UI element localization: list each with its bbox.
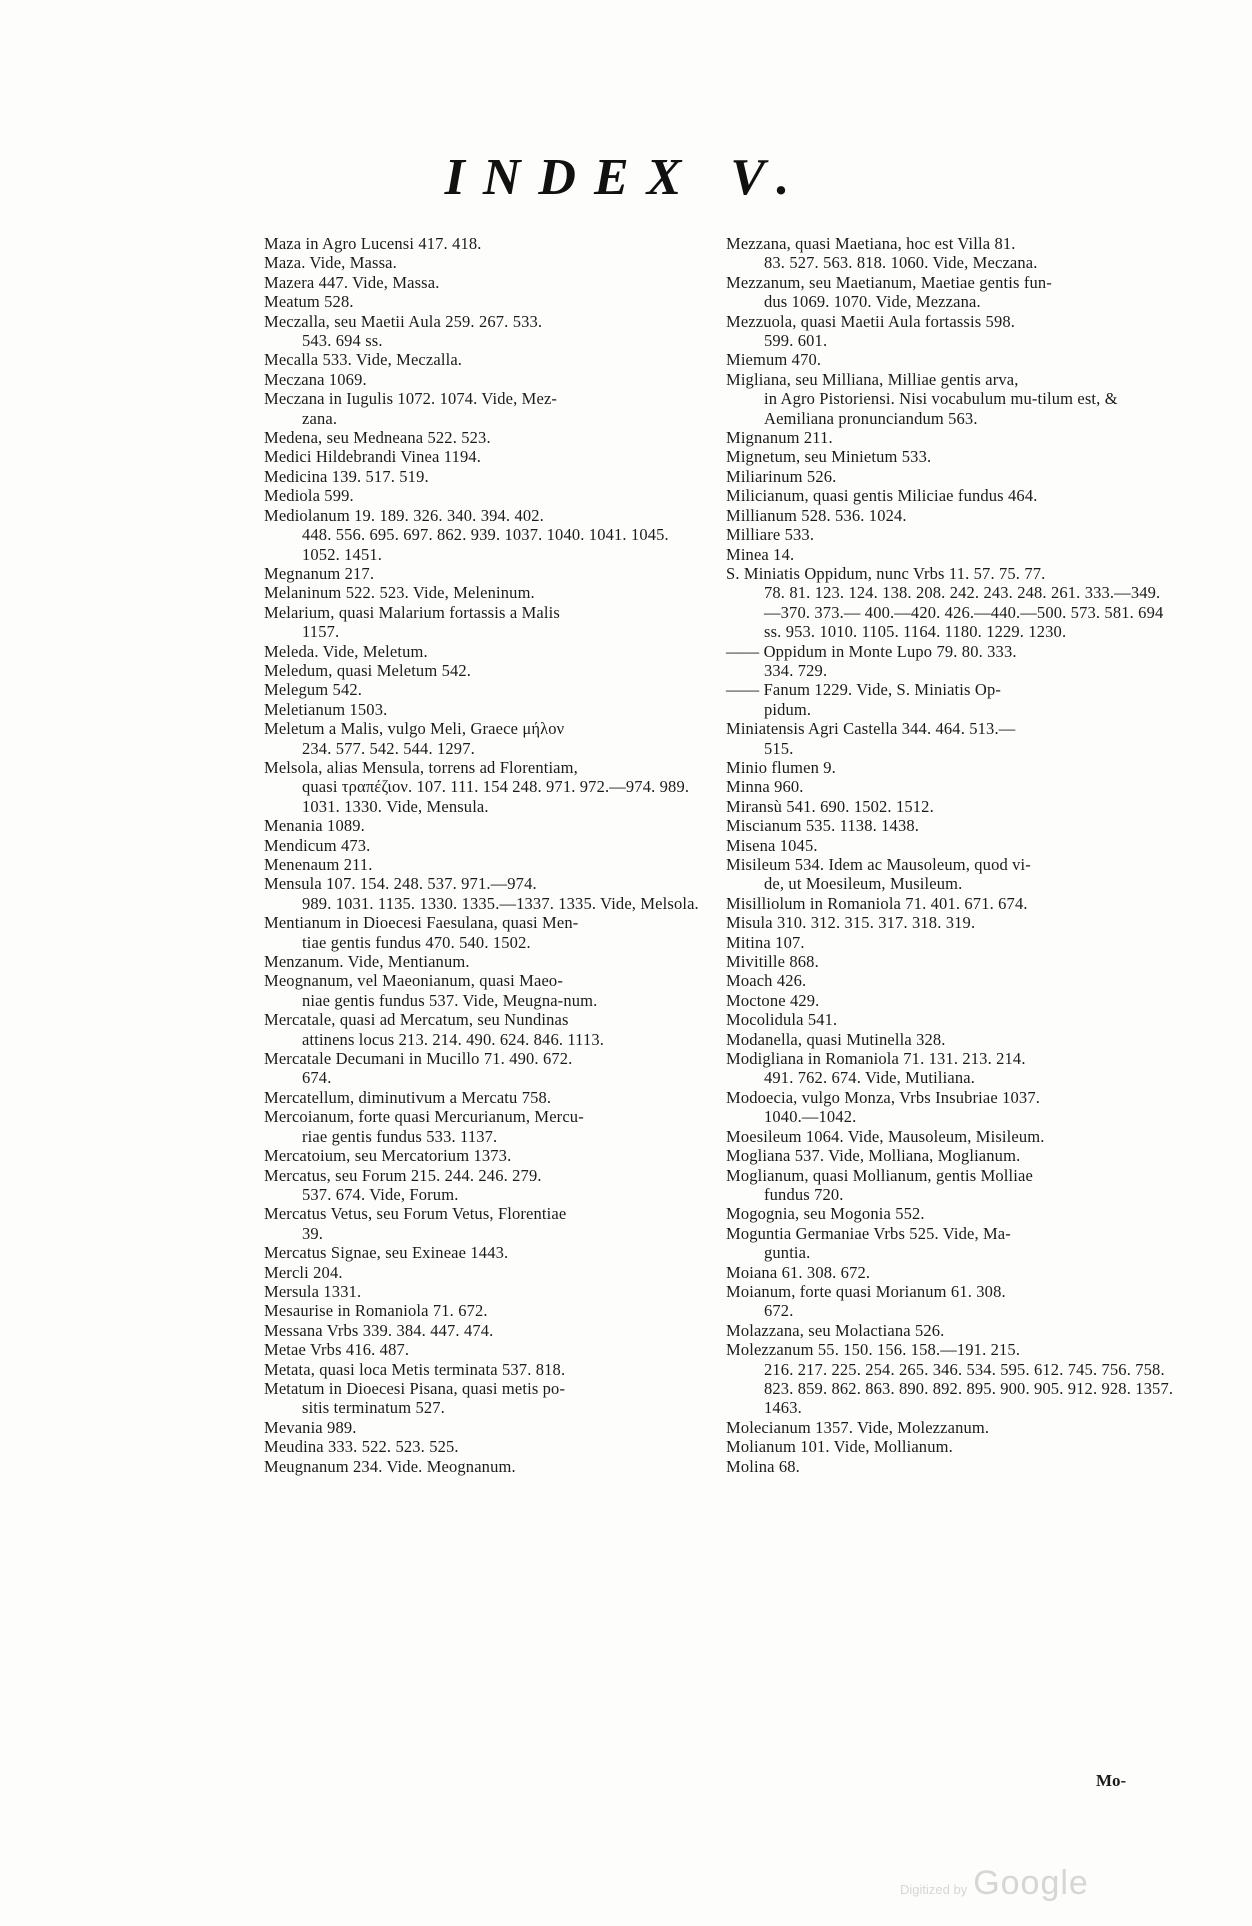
index-entry-headword: Mercoianum, forte quasi Mercurianum, Mercu- [264, 1107, 584, 1127]
digitized-by-watermark [900, 1864, 1089, 1903]
index-entry-headword: Molecianum 1357. Vide, Molezzanum. [726, 1417, 990, 1437]
index-entry [726, 1263, 1176, 1282]
index-entry [726, 1437, 1176, 1456]
index-entry-headword: Miniatensis Agri Castella 344. 464. 513.— [726, 719, 1016, 739]
index-entry [264, 234, 706, 253]
index-entry-headword: Moglianum, quasi Mollianum, gentis Molliae [726, 1165, 1033, 1185]
index-entry-continuation: 1157. [302, 622, 340, 642]
index-entry-continuation: 491. 762. 674. Vide, Mutiliana. [764, 1068, 975, 1088]
index-entry-continuation: in Agro Pistoriensi. Nisi vocabulum mu-tilum est, & Aemiliana pronunciandum 563. [764, 389, 1118, 428]
index-entry-headword: Mitina 107. [726, 932, 805, 952]
index-entry [264, 1204, 706, 1243]
index-entry [726, 1418, 1176, 1437]
index-entry-headword: Meleda. Vide, Meletum. [264, 641, 428, 661]
index-entry [264, 874, 706, 913]
index-entry-headword: Mezzanum, seu Maetianum, Maetiae gentis fun- [726, 272, 1052, 292]
index-entry-continuation: 234. 577. 542. 544. 1297. [302, 738, 475, 758]
index-column-right [726, 234, 1176, 1476]
index-entry [726, 428, 1176, 447]
index-entry [264, 1301, 706, 1320]
index-entry-headword: Minio flumen 9. [726, 757, 836, 777]
index-entry [726, 1166, 1176, 1205]
index-entry [264, 292, 706, 311]
index-entry [264, 836, 706, 855]
index-entry-headword: Moguntia Germaniae Vrbs 525. Vide, Ma- [726, 1223, 1011, 1243]
index-entry-headword: Menzanum. Vide, Mentianum. [264, 952, 470, 972]
index-entry [726, 797, 1176, 816]
index-entry-headword: Moiana 61. 308. 672. [726, 1262, 871, 1282]
index-entry [726, 816, 1176, 835]
index-entry-headword: Mignanum 211. [726, 428, 833, 448]
index-entry [264, 428, 706, 447]
index-entry-continuation: attinens locus 213. 214. 490. 624. 846. 1113. [302, 1029, 605, 1049]
index-entry [726, 350, 1176, 369]
index-entry [726, 1224, 1176, 1263]
index-entry-headword: Modigliana in Romaniola 71. 131. 213. 214. [726, 1049, 1026, 1069]
index-entry-continuation: zana. [302, 408, 338, 428]
index-entry-headword: Migliana, seu Milliana, Milliae gentis arva, [726, 369, 1019, 389]
index-entry-headword: Mignetum, seu Minietum 533. [726, 447, 932, 467]
index-entry [726, 777, 1176, 796]
index-entry-headword: —— Fanum 1229. Vide, S. Miniatis Op- [726, 680, 1001, 700]
index-entry-headword: Mercatale, quasi ad Mercatum, seu Nundinas [264, 1010, 569, 1030]
index-entry [726, 855, 1176, 894]
index-entry [264, 486, 706, 505]
index-entry-headword: Miscianum 535. 1138. 1438. [726, 816, 920, 836]
index-entry [264, 1243, 706, 1262]
index-entry [726, 1088, 1176, 1127]
index-entry [726, 680, 1176, 719]
index-entry-headword: Mercatellum, diminutivum a Mercatu 758. [264, 1087, 552, 1107]
index-entry-headword: Meletianum 1503. [264, 699, 388, 719]
index-entry [264, 1418, 706, 1437]
index-entry-continuation: tiae gentis fundus 470. 540. 1502. [302, 932, 531, 952]
index-entry-headword: Mesaurise in Romaniola 71. 672. [264, 1301, 488, 1321]
index-entry [264, 350, 706, 369]
index-entry-continuation: 334. 729. [764, 660, 828, 680]
index-entry-headword: Maza. Vide, Massa. [264, 253, 397, 273]
watermark-brand: Google [973, 1864, 1089, 1902]
index-entry [726, 447, 1176, 466]
index-entry [264, 1088, 706, 1107]
index-entry [264, 1263, 706, 1282]
index-entry [264, 389, 706, 428]
catchword: Mo- [1096, 1771, 1127, 1790]
index-entry-headword: Meudina 333. 522. 523. 525. [264, 1437, 459, 1457]
index-entry-continuation: 989. 1031. 1135. 1330. 1335.—1337. 1335. Vide, Melsola. [302, 893, 699, 913]
index-entry [726, 933, 1176, 952]
watermark-prefix: Digitized by [900, 1882, 968, 1897]
index-entry-headword: Molianum 101. Vide, Mollianum. [726, 1437, 953, 1457]
index-entry [726, 564, 1176, 642]
index-entry [264, 758, 706, 816]
index-entry-continuation: 1040.—1042. [764, 1107, 857, 1127]
index-entry [264, 1437, 706, 1456]
index-entry [264, 1379, 706, 1418]
index-entry-headword: Mediola 599. [264, 486, 354, 506]
index-entry-headword: Mercatus Signae, seu Exineae 1443. [264, 1243, 509, 1263]
index-entry [264, 661, 706, 680]
index-entry-continuation: 216. 217. 225. 254. 265. 346. 534. 595. 612. 745. 756. 758. 823. 859. 862. 863. 890. 892. 895. 900. 905. 912. 928. 1357. 1463. [764, 1359, 1174, 1418]
index-entry-continuation: 537. 674. Vide, Forum. [302, 1184, 459, 1204]
index-entry-headword: Milliare 533. [726, 525, 815, 545]
index-entry-headword: Meugnanum 234. Vide. Meognanum. [264, 1456, 516, 1476]
index-entry-headword: Molezzanum 55. 150. 156. 158.—191. 215. [726, 1340, 1021, 1360]
index-entry-headword: Medena, seu Medneana 522. 523. [264, 428, 491, 448]
index-entry-continuation: guntia. [764, 1243, 811, 1263]
index-entry-headword: Meledum, quasi Meletum 542. [264, 660, 472, 680]
index-entry-continuation: 672. [764, 1301, 794, 1321]
index-entry-headword: Mediolanum 19. 189. 326. 340. 394. 402. [264, 505, 544, 525]
index-entry-headword: Metata, quasi loca Metis terminata 537. 818. [264, 1359, 566, 1379]
index-entry-continuation: 543. 694 ss. [302, 331, 383, 351]
index-entry-headword: Mogognia, seu Mogonia 552. [726, 1204, 925, 1224]
index-entry-headword: Misileum 534. Idem ac Mausoleum, quod vi- [726, 855, 1031, 874]
index-entry [264, 370, 706, 389]
index-entry-headword: Mevania 989. [264, 1417, 357, 1437]
index-entry-continuation: niae gentis fundus 537. Vide, Meugna-num. [302, 990, 598, 1010]
index-entry-headword: Mezzuola, quasi Maetii Aula fortassis 598. [726, 311, 1016, 331]
index-entry [264, 273, 706, 292]
index-entry [726, 913, 1176, 932]
index-entry [264, 467, 706, 486]
index-entry [264, 1146, 706, 1165]
index-entry [264, 312, 706, 351]
index-entry-headword: Metatum in Dioecesi Pisana, quasi metis po- [264, 1378, 566, 1398]
index-entry-continuation: 78. 81. 123. 124. 138. 208. 242. 243. 248. 261. 333.—349.—370. 373.— 400.—420. 426.—440.—500. 573. 581. 694 ss. 953. 1010. 1105. 1164. 1180. 1229. 1230. [764, 583, 1164, 642]
index-entry-headword: Meognanum, vel Maeonianum, quasi Maeo- [264, 971, 563, 991]
index-entry-continuation: 39. [302, 1223, 324, 1243]
index-entry-headword: Megnanum 217. [264, 563, 375, 583]
index-entry [726, 1204, 1176, 1223]
index-entry [726, 370, 1176, 428]
index-entry-continuation: 599. 601. [764, 331, 828, 351]
index-entry-headword: Mercatus Vetus, seu Forum Vetus, Florentiae [264, 1204, 567, 1224]
index-entry-headword: Mezzana, quasi Maetiana, hoc est Villa 81. [726, 234, 1016, 253]
index-entry [726, 758, 1176, 777]
index-entry [264, 952, 706, 971]
index-entry-headword: Mazera 447. Vide, Massa. [264, 272, 440, 292]
index-entry [264, 1457, 706, 1476]
index-entry [264, 855, 706, 874]
index-entry-continuation: de, ut Moesileum, Musileum. [764, 874, 963, 894]
index-entry-headword: —— Oppidum in Monte Lupo 79. 80. 333. [726, 641, 1017, 661]
index-entry-headword: Minna 960. [726, 777, 804, 797]
index-entry [264, 719, 706, 758]
index-entry-headword: Misula 310. 312. 315. 317. 318. 319. [726, 913, 976, 933]
index-entry [264, 1340, 706, 1359]
index-entry-headword: Mercatoium, seu Mercatorium 1373. [264, 1146, 512, 1166]
index-entry-headword: Menenaum 211. [264, 855, 373, 874]
index-entry [264, 680, 706, 699]
index-entry-continuation: quasi τραπέζιον. 107. 111. 154 248. 971. 972.—974. 989. 1031. 1330. Vide, Mensula. [302, 777, 690, 816]
index-entry [726, 971, 1176, 990]
index-entry-headword: Meatum 528. [264, 292, 354, 312]
index-entry-headword: Mensula 107. 154. 248. 537. 971.—974. [264, 874, 537, 894]
index-entry-continuation: pidum. [764, 699, 812, 719]
index-entry-continuation: fundus 720. [764, 1184, 844, 1204]
index-entry-continuation: sitis terminatum 527. [302, 1398, 445, 1418]
index-entry [264, 1010, 706, 1049]
index-entry-headword: Misilliolum in Romaniola 71. 401. 671. 674. [726, 893, 1028, 913]
index-entry [264, 1360, 706, 1379]
index-entry-headword: Moctone 429. [726, 990, 820, 1010]
index-entry-headword: Mentianum in Dioecesi Faesulana, quasi Men- [264, 913, 579, 933]
index-entry-headword: Moesileum 1064. Vide, Mausoleum, Misileum. [726, 1126, 1045, 1146]
index-entry-headword: Mersula 1331. [264, 1281, 362, 1301]
index-entry [264, 913, 706, 952]
index-entry-headword: Molazzana, seu Molactiana 526. [726, 1320, 945, 1340]
index-entry-headword: Mendicum 473. [264, 835, 371, 855]
index-entry [726, 1127, 1176, 1146]
index-entry [264, 971, 706, 1010]
index-entry-headword: Meletum a Malis, vulgo Meli, Graece μήλον [264, 719, 565, 739]
index-entry-headword: S. Miniatis Oppidum, nunc Vrbs 11. 57. 75. 77. [726, 563, 1046, 583]
index-entry-headword: Modanella, quasi Mutinella 328. [726, 1029, 946, 1049]
page-title: INDEX V. [444, 149, 808, 206]
index-entry-headword: Molina 68. [726, 1456, 800, 1476]
index-entry [264, 603, 706, 642]
index-entry [726, 1457, 1176, 1476]
index-entry [726, 1146, 1176, 1165]
index-entry-headword: Misena 1045. [726, 835, 818, 855]
index-entry-headword: Milicianum, quasi gentis Miliciae fundus 464. [726, 486, 1038, 506]
index-entry [726, 894, 1176, 913]
index-entry [726, 1049, 1176, 1088]
index-entry [264, 583, 706, 602]
index-entry [264, 1282, 706, 1301]
index-entry-headword: Maza in Agro Lucensi 417. 418. [264, 234, 482, 253]
index-entry [726, 719, 1176, 758]
index-entry-headword: Modoecia, vulgo Monza, Vrbs Insubriae 1037. [726, 1087, 1041, 1107]
index-entry [264, 506, 706, 564]
index-entry [726, 1321, 1176, 1340]
index-entry-headword: Meczana in Iugulis 1072. 1074. Vide, Mez- [264, 389, 558, 409]
index-entry [264, 1321, 706, 1340]
index-entry-headword: Miemum 470. [726, 350, 822, 370]
index-entry-headword: Mocolidula 541. [726, 1010, 838, 1030]
index-entry [264, 447, 706, 466]
index-entry-headword: Miransù 541. 690. 1502. 1512. [726, 796, 934, 816]
index-entry [726, 1340, 1176, 1418]
index-entry [726, 312, 1176, 351]
index-entry [726, 1030, 1176, 1049]
index-column-left [264, 234, 706, 1476]
index-entry [726, 234, 1176, 273]
index-entry [264, 1166, 706, 1205]
index-entry [726, 467, 1176, 486]
index-entry-headword: Mecalla 533. Vide, Meczalla. [264, 350, 463, 370]
index-entry-headword: Mercli 204. [264, 1262, 343, 1282]
index-entry [726, 991, 1176, 1010]
index-entry [264, 253, 706, 272]
index-entry [264, 564, 706, 583]
index-entry-continuation: 83. 527. 563. 818. 1060. Vide, Meczana. [764, 253, 1038, 273]
index-entry-headword: Melsola, alias Mensula, torrens ad Florentiam, [264, 757, 578, 777]
index-entry-headword: Medicina 139. 517. 519. [264, 466, 429, 486]
index-entry-headword: Mercatale Decumani in Mucillo 71. 490. 672. [264, 1049, 573, 1069]
index-entry-headword: Meczalla, seu Maetii Aula 259. 267. 533. [264, 311, 543, 331]
index-entry [726, 642, 1176, 681]
index-entry [264, 1049, 706, 1088]
index-entry [726, 506, 1176, 525]
index-entry-headword: Millianum 528. 536. 1024. [726, 505, 907, 525]
index-entry-headword: Medici Hildebrandi Vinea 1194. [264, 447, 482, 467]
index-entry-headword: Melegum 542. [264, 680, 363, 700]
index-entry-headword: Melarium, quasi Malarium fortassis a Malis [264, 602, 560, 622]
index-entry [264, 700, 706, 719]
index-entry-headword: Menania 1089. [264, 816, 365, 836]
index-entry-headword: Melaninum 522. 523. Vide, Meleninum. [264, 583, 535, 603]
index-entry [726, 836, 1176, 855]
index-entry-headword: Metae Vrbs 416. 487. [264, 1340, 410, 1360]
index-entry [726, 952, 1176, 971]
index-entry [264, 816, 706, 835]
index-entry [726, 486, 1176, 505]
index-entry [264, 642, 706, 661]
index-entry [726, 273, 1176, 312]
index-entry [726, 1282, 1176, 1321]
index-entry-continuation: 448. 556. 695. 697. 862. 939. 1037. 1040. 1041. 1045. 1052. 1451. [302, 525, 669, 564]
index-entry-headword: Mercatus, seu Forum 215. 244. 246. 279. [264, 1165, 542, 1185]
index-entry-continuation: 674. [302, 1068, 332, 1088]
index-entry-headword: Moianum, forte quasi Morianum 61. 308. [726, 1281, 1006, 1301]
index-entry-continuation: dus 1069. 1070. Vide, Mezzana. [764, 292, 981, 312]
index-entry-headword: Miliarinum 526. [726, 466, 837, 486]
index-entry-headword: Minea 14. [726, 544, 795, 564]
index-entry-headword: Mivitille 868. [726, 952, 819, 972]
index-entry-headword: Meczana 1069. [264, 369, 367, 389]
index-entry-headword: Mogliana 537. Vide, Molliana, Moglianum. [726, 1146, 1021, 1166]
index-entry-headword: Messana Vrbs 339. 384. 447. 474. [264, 1320, 494, 1340]
index-entry [726, 545, 1176, 564]
index-entry-continuation: 515. [764, 738, 794, 758]
index-entry-headword: Moach 426. [726, 971, 807, 991]
index-entry [726, 1010, 1176, 1029]
index-entry [264, 1107, 706, 1146]
index-entry-continuation: riae gentis fundus 533. 1137. [302, 1126, 498, 1146]
index-entry [726, 525, 1176, 544]
